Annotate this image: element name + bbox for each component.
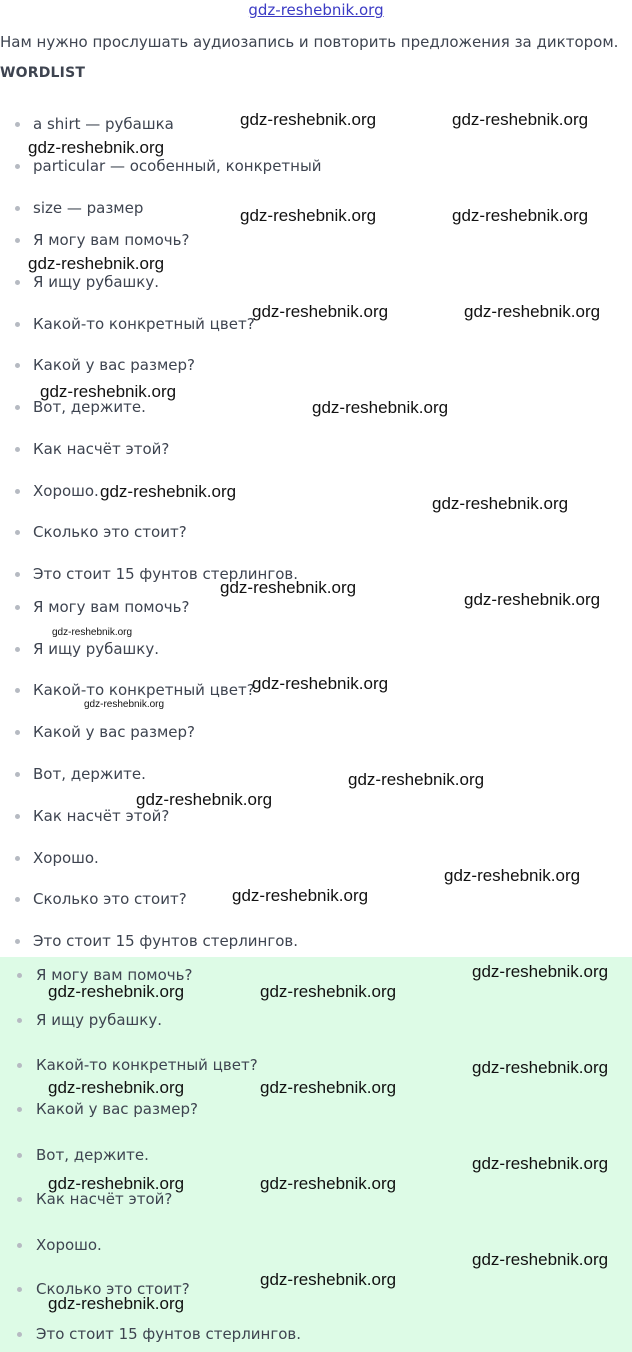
watermark: gdz-reshebnik.org: [260, 1174, 397, 1193]
bullet-icon: [15, 122, 20, 127]
watermark: gdz-reshebnik.org: [260, 982, 397, 1001]
bullet-icon: [15, 206, 20, 211]
watermark: gdz-reshebnik.org: [472, 1058, 609, 1077]
watermark: gdz-reshebnik.org: [240, 110, 377, 129]
watermark: gdz-reshebnik.org: [28, 138, 165, 157]
bullet-icon: [15, 688, 20, 693]
wordlist-heading: WORDLIST: [0, 65, 86, 81]
bullet-icon: [15, 447, 20, 452]
watermark: gdz-reshebnik.org: [40, 382, 177, 401]
bullet-icon: [17, 1287, 22, 1292]
watermark: gdz-reshebnik.org: [240, 206, 377, 225]
bullet-icon: [17, 1153, 22, 1158]
watermark: gdz-reshebnik.org: [252, 302, 389, 321]
bullet-icon: [15, 897, 20, 902]
bullet-icon: [17, 1107, 22, 1112]
watermark: gdz-reshebnik.org: [28, 254, 165, 273]
watermark: gdz-reshebnik.org: [48, 1078, 185, 1097]
bullet-icon: [17, 1243, 22, 1248]
watermark: gdz-reshebnik.org: [432, 494, 569, 513]
watermark: gdz-reshebnik.org: [48, 982, 185, 1001]
watermark: gdz-reshebnik.org: [464, 590, 601, 609]
bullet-icon: [17, 1018, 22, 1023]
bullet-icon: [15, 405, 20, 410]
bullet-icon: [15, 730, 20, 735]
bullet-icon: [15, 530, 20, 535]
watermark: gdz-reshebnik.org: [472, 962, 609, 981]
intro-text: Нам нужно прослушать аудиозапись и повторить предложения за диктором.: [0, 33, 619, 51]
watermark: gdz-reshebnik.org: [220, 578, 357, 597]
bullet-icon: [15, 280, 20, 285]
bullet-icon: [15, 605, 20, 610]
watermark: gdz-reshebnik.org: [136, 790, 273, 809]
watermark: gdz-reshebnik.org: [260, 1270, 397, 1289]
watermark: gdz-reshebnik.org: [452, 110, 589, 129]
watermark: gdz-reshebnik.org: [52, 627, 133, 638]
watermark: gdz-reshebnik.org: [232, 886, 369, 905]
bullet-icon: [15, 489, 20, 494]
watermark: gdz-reshebnik.org: [348, 770, 485, 789]
watermark: gdz-reshebnik.org: [48, 1294, 185, 1313]
bullet-icon: [15, 939, 20, 944]
bullet-icon: [15, 647, 20, 652]
watermark: gdz-reshebnik.org: [84, 699, 165, 710]
bullet-icon: [17, 1063, 22, 1068]
site-link[interactable]: gdz-reshebnik.org: [248, 1, 384, 19]
bullet-icon: [15, 164, 20, 169]
bullet-icon: [15, 363, 20, 368]
highlighted-block: Я могу вам помочь? Я ищу рубашку. Какой-то конкретный цвет? Какой у вас размер? Вот, держите. Как насчёт этой? Хорошо. Сколько это стоит? Это стоит 15 фунтов стерлингов.: [0, 957, 632, 1352]
watermark: gdz-reshebnik.org: [312, 398, 449, 417]
bullet-icon: [17, 973, 22, 978]
watermark: gdz-reshebnik.org: [472, 1250, 609, 1269]
bullet-icon: [15, 814, 20, 819]
watermark: gdz-reshebnik.org: [100, 482, 237, 501]
watermark: gdz-reshebnik.org: [252, 674, 389, 693]
watermark: gdz-reshebnik.org: [444, 866, 581, 885]
bullet-icon: [15, 772, 20, 777]
bullet-icon: [17, 1197, 22, 1202]
bullet-icon: [15, 322, 20, 327]
watermark: gdz-reshebnik.org: [48, 1174, 185, 1193]
bullet-icon: [15, 856, 20, 861]
watermark: gdz-reshebnik.org: [464, 302, 601, 321]
bullet-icon: [17, 1332, 22, 1337]
watermark: gdz-reshebnik.org: [472, 1154, 609, 1173]
watermark: gdz-reshebnik.org: [452, 206, 589, 225]
bullet-icon: [15, 572, 20, 577]
bullet-icon: [15, 238, 20, 243]
watermark: gdz-reshebnik.org: [260, 1078, 397, 1097]
